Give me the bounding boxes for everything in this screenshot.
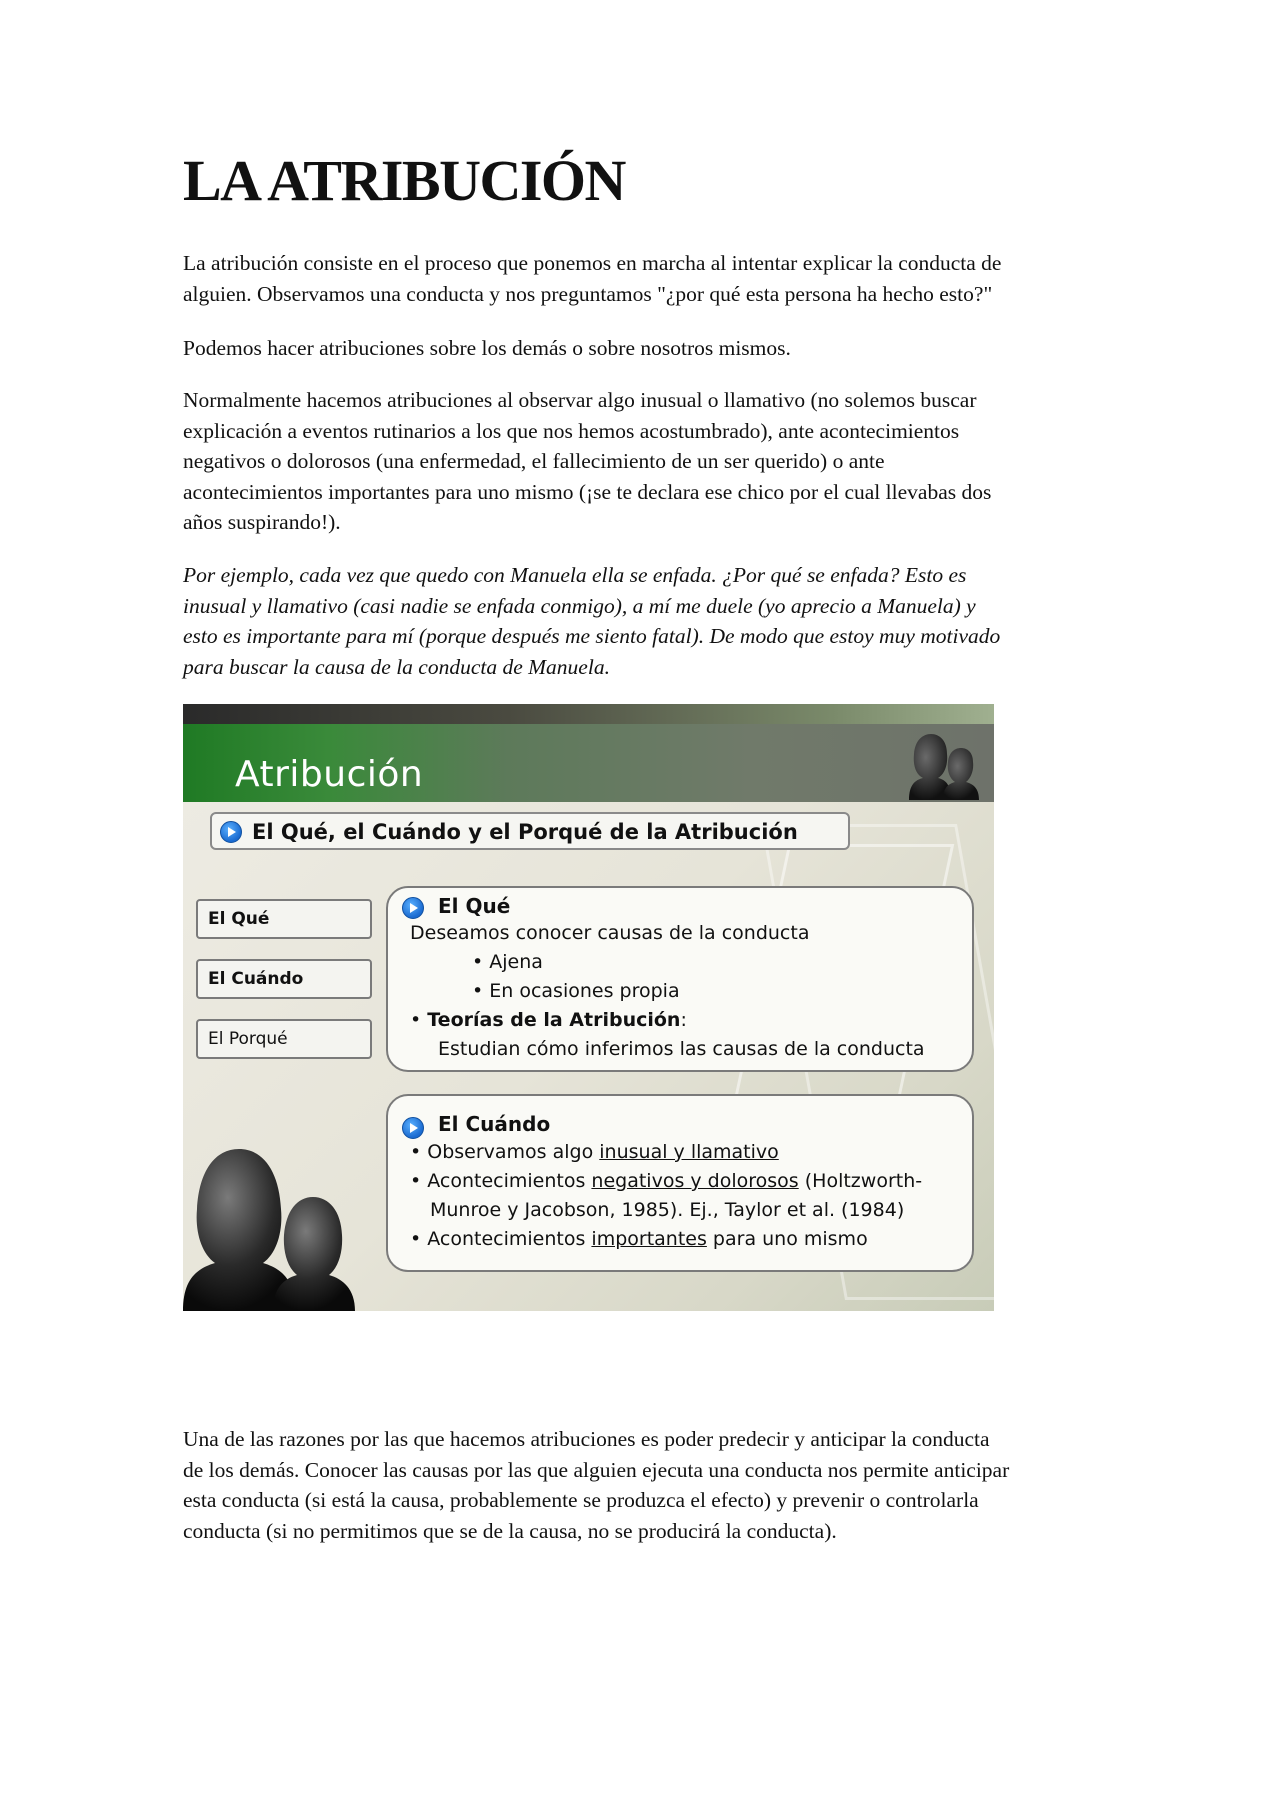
- slide-top-strip: [183, 704, 994, 726]
- text-line: acontecimientos importantes para uno mismo (¡se te declara ese chico por el cual llevabas dos: [183, 479, 992, 504]
- bullet-text: • Acontecimientos: [410, 1170, 592, 1192]
- play-icon: [220, 821, 242, 843]
- panel-line: Munroe y Jacobson, 1985). Ej., Taylor et al. (1984): [430, 1199, 905, 1221]
- paragraph-when: [183, 385, 1103, 538]
- underlined-term: negativos y dolorosos: [591, 1170, 799, 1192]
- nav-button-porque[interactable]: El Porqué: [196, 1019, 372, 1059]
- panel-title: El Qué: [438, 894, 511, 918]
- nav-button-cuando[interactable]: El Cuándo: [196, 959, 372, 999]
- paragraph-prediction: [183, 1424, 1103, 1546]
- panel-line: Deseamos conocer causas de la conducta: [410, 922, 810, 944]
- panel-bullet: • Ajena: [472, 951, 543, 973]
- slide-image: [183, 704, 994, 1311]
- panel-title: El Cuándo: [438, 1112, 551, 1136]
- bullet-mark: •: [410, 1009, 428, 1031]
- bullet-text: • Acontecimientos: [410, 1228, 592, 1250]
- text-line: Normalmente hacemos atribuciones al observar algo inusual o llamativo (no solemos buscar: [183, 388, 977, 412]
- text-line: años suspirando!).: [183, 510, 341, 534]
- text-line: Podemos hacer atribuciones sobre los demás o sobre nosotros mismos.: [183, 336, 791, 360]
- panel-que: [386, 886, 974, 1072]
- bullet-text: para uno mismo: [706, 1228, 868, 1250]
- text-line: conducta (si no permitimos que se de la causa, no se producirá la conducta).: [183, 1518, 837, 1543]
- slide-banner: [183, 724, 994, 802]
- panel-bullet: [410, 1228, 868, 1250]
- slide-heading-box: [210, 812, 850, 850]
- panel-cuando: [386, 1094, 974, 1272]
- paragraph-definition: [183, 248, 1103, 309]
- text-line: para buscar la causa de la conducta de Manuela.: [183, 654, 610, 679]
- text-line: alguien. Observamos una conducta y nos preguntamos "¿por qué esta persona ha hecho esto?": [183, 281, 993, 306]
- theory-term: Teorías de la Atribución: [427, 1009, 681, 1031]
- text-line: La atribución consiste en el proceso que ponemos en marcha al intentar explicar la conducta de: [183, 251, 1002, 275]
- text-line: de los demás. Conocer las causas por las que alguien ejecuta una conducta nos permite anticipar: [183, 1457, 1010, 1482]
- panel-bullet: • En ocasiones propia: [472, 980, 680, 1002]
- paragraph-targets: [183, 333, 1103, 364]
- play-icon: [402, 1117, 424, 1139]
- bullet-text: (Holtzworth-: [798, 1170, 923, 1192]
- bullet-text: • Observamos algo: [410, 1141, 600, 1163]
- nav-button-que[interactable]: El Qué: [196, 899, 372, 939]
- text-line: esto es importante para mí (porque después me siento fatal). De modo que estoy muy motivado: [183, 624, 1001, 648]
- text-line: esta conducta (si está la causa, probablemente se produzca el efecto) y prevenir o controlarla: [183, 1488, 979, 1512]
- colon: :: [680, 1009, 687, 1031]
- panel-bullet: [410, 1009, 687, 1031]
- text-line: inusual y llamativo (casi nadie se enfada conmigo), a mí me duele (yo aprecio a Manuela) y: [183, 593, 976, 618]
- heads-icon: [901, 730, 991, 800]
- panel-bullet: [410, 1170, 922, 1192]
- underlined-term: inusual y llamativo: [599, 1141, 779, 1163]
- slide-heading: El Qué, el Cuándo y el Porqué de la Atribución: [252, 820, 798, 844]
- underlined-term: importantes: [591, 1228, 707, 1250]
- text-line: explicación a eventos rutinarios a los que nos hemos acostumbrado), ante acontecimientos: [183, 418, 960, 443]
- panel-bullet: [410, 1141, 779, 1163]
- text-line: negativos o dolorosos (una enfermedad, el fallecimiento de un ser querido) o ante: [183, 449, 885, 473]
- text-line: Por ejemplo, cada vez que quedo con Manuela ella se enfada. ¿Por qué se enfada? Esto es: [183, 563, 967, 587]
- page-title: LA ATRIBUCIÓN: [183, 148, 625, 213]
- play-icon: [402, 897, 424, 919]
- heads-illustration-icon: [183, 1131, 373, 1311]
- panel-line: Estudian cómo inferimos las causas de la conducta: [438, 1038, 925, 1060]
- text-line: Una de las razones por las que hacemos atribuciones es poder predecir y anticipar la conducta: [183, 1427, 990, 1451]
- slide-banner-title: Atribución: [235, 754, 424, 795]
- paragraph-example: [183, 560, 1103, 682]
